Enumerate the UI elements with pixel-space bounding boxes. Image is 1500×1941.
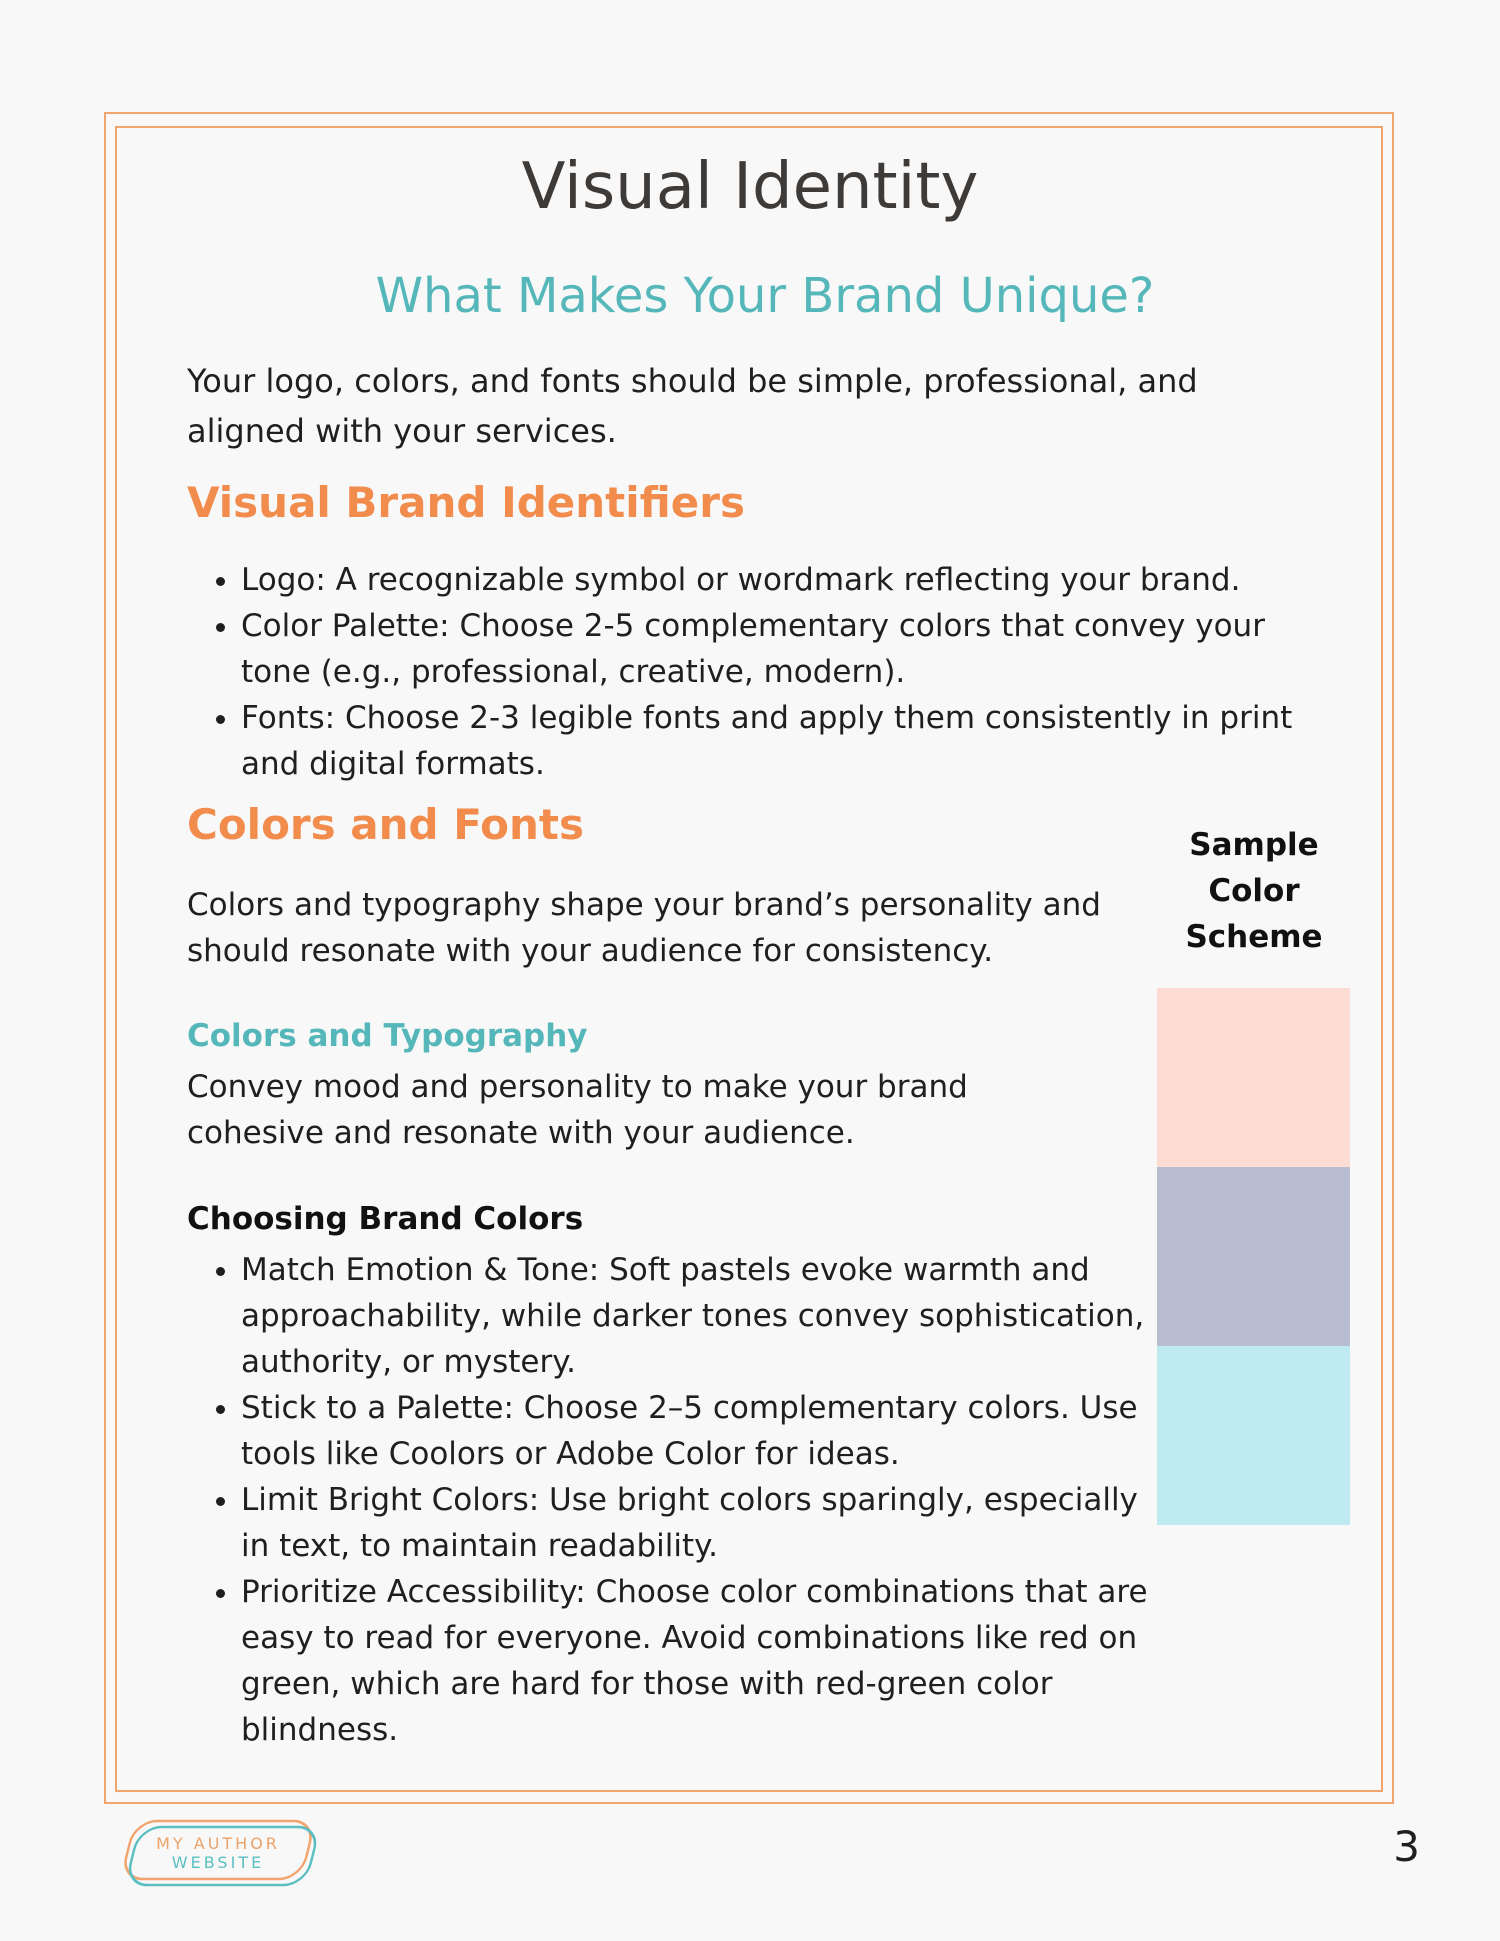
list-item: • Color Palette: Choose 2-5 complementary colors that convey your tone (e.g., professional, creative, modern). <box>241 603 1331 695</box>
logo-line-1: MY AUTHOR <box>156 1834 280 1853</box>
visual-brand-identifiers-heading: Visual Brand Identifiers <box>187 478 745 527</box>
choosing-brand-colors-heading: Choosing Brand Colors <box>187 1201 584 1237</box>
identifiers-list <box>187 557 1331 787</box>
color-swatch-peach <box>1157 988 1350 1167</box>
colors-typography-heading: Colors and Typography <box>187 1018 588 1054</box>
author-website-logo <box>108 1818 318 1888</box>
sample-color-scheme-label: Sample Color Scheme <box>1185 827 1323 955</box>
list-item: • Prioritize Accessibility: Choose color combinations that are easy to read for everyone. Avoid combinations like red on green, which are hard for those with red-green color blindness. <box>241 1569 1161 1753</box>
list-item: • Fonts: Choose 2-3 legible fonts and apply them consistently in print and digital formats. <box>241 695 1331 787</box>
page-title: Visual Identity <box>521 150 979 224</box>
list-item: • Limit Bright Colors: Use bright colors sparingly, especially in text, to maintain readability. <box>241 1477 1161 1569</box>
logo-line-2: WEBSITE <box>171 1853 265 1872</box>
page-subtitle: What Makes Your Brand Unique? <box>375 268 1155 324</box>
colors-typography-text: Convey mood and personality to make your brand cohesive and resonate with your audience. <box>187 1069 968 1151</box>
page-number: 3 <box>1393 1822 1420 1871</box>
list-item: • Logo: A recognizable symbol or wordmark reflecting your brand. <box>241 557 1331 603</box>
colors-fonts-description: Colors and typography shape your brand’s personality and should resonate with your audience for consistency. <box>187 887 1101 969</box>
list-item: • Stick to a Palette: Choose 2–5 complementary colors. Use tools like Coolors or Adobe Color for ideas. <box>241 1385 1161 1477</box>
list-item: • Match Emotion & Tone: Soft pastels evoke warmth and approachability, while darker tones convey sophistication, authority, or mystery. <box>241 1247 1161 1385</box>
color-swatch-lavender-gray <box>1157 1167 1350 1346</box>
choosing-colors-list <box>187 1247 1161 1753</box>
logo-wordmark <box>108 1834 328 1872</box>
colors-and-fonts-heading: Colors and Fonts <box>187 800 585 849</box>
intro-paragraph: Your logo, colors, and fonts should be simple, professional, and aligned with your services. <box>187 362 1198 450</box>
color-swatch-light-blue <box>1157 1346 1350 1525</box>
